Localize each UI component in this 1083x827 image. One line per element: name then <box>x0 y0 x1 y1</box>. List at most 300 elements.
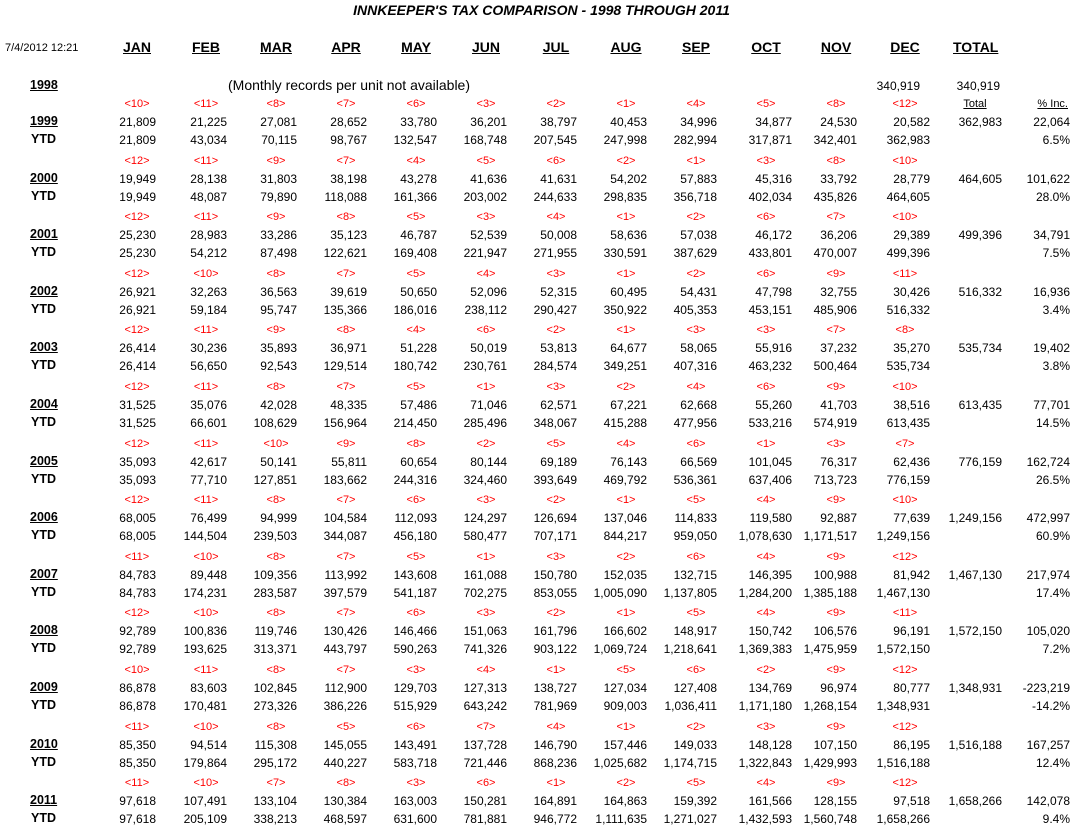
rank-2010-7: <1> <box>616 720 636 733</box>
monthly-value-1999-9: 34,877 <box>755 115 792 129</box>
month-header-jul: JUL <box>542 39 570 55</box>
annual-total-1999: 362,983 <box>958 115 1002 129</box>
annual-total-2009: 1,348,931 <box>948 681 1002 695</box>
rank-2005-2: <10> <box>263 437 289 450</box>
ytd-value-2009-9: 1,171,180 <box>738 699 792 713</box>
ytd-value-1999-4: 132,547 <box>393 133 437 147</box>
ytd-label-2009: YTD <box>31 698 56 712</box>
ytd-value-2003-8: 407,316 <box>673 359 717 374</box>
monthly-value-2006-9: 119,580 <box>749 511 792 526</box>
increase-2010: 167,257 <box>1026 737 1070 752</box>
monthly-value-2006-4: 112,093 <box>394 511 437 526</box>
year-label-2009: 2009 <box>30 680 58 694</box>
monthly-value-2002-5: 52,096 <box>470 284 507 299</box>
ytd-value-2007-5: 702,275 <box>463 585 507 600</box>
ytd-value-2005-5: 324,460 <box>463 472 507 487</box>
monthly-value-2011-9: 161,566 <box>748 794 792 809</box>
monthly-value-2007-3: 113,992 <box>324 567 367 582</box>
rank-2011-10: <9> <box>826 777 846 790</box>
rank-2002-9: <6> <box>756 267 776 280</box>
ytd-value-2008-5: 741,326 <box>463 642 507 657</box>
rank-2001-1: <11> <box>193 211 219 224</box>
increase-2002: 16,936 <box>1033 284 1070 299</box>
monthly-value-2002-8: 54,431 <box>680 284 717 299</box>
rank-2009-0: <10> <box>124 664 150 676</box>
rank-2009-4: <3> <box>406 664 426 676</box>
rank-2003-6: <2> <box>546 324 566 337</box>
rank-2005-11: <7> <box>895 437 915 450</box>
rank-2004-5: <1> <box>476 381 496 393</box>
monthly-value-2007-6: 150,780 <box>533 567 577 582</box>
increase-2005: 162,724 <box>1026 454 1070 469</box>
monthly-value-2001-4: 46,787 <box>400 228 437 243</box>
ytd-value-2008-0: 92,789 <box>119 642 156 657</box>
monthly-value-2003-4: 51,228 <box>400 341 437 356</box>
monthly-value-2010-1: 94,514 <box>190 737 227 752</box>
monthly-value-2009-5: 127,313 <box>463 681 507 695</box>
rank-2006-11: <10> <box>892 494 918 507</box>
ytd-value-2002-2: 95,747 <box>260 302 297 317</box>
monthly-value-2001-3: 35,123 <box>330 228 367 243</box>
rank-2006-4: <6> <box>406 494 426 507</box>
ytd-value-2010-2: 295,172 <box>253 755 297 770</box>
rank-2000-7: <2> <box>616 154 636 167</box>
rank-2007-0: <11> <box>124 550 150 563</box>
ytd-label-2010: YTD <box>31 754 56 769</box>
monthly-value-2000-0: 19,949 <box>119 171 156 186</box>
monthly-value-2011-8: 159,392 <box>673 794 717 809</box>
monthly-value-2003-1: 30,236 <box>190 341 227 356</box>
rank-2000-3: <7> <box>336 154 356 167</box>
ytd-value-2003-1: 56,650 <box>190 359 227 374</box>
rank-2009-9: <2> <box>756 664 776 676</box>
monthly-value-2009-3: 112,900 <box>324 681 367 695</box>
monthly-value-2003-9: 55,916 <box>755 341 792 356</box>
ytd-value-2005-3: 183,662 <box>323 472 367 487</box>
rank-2009-6: <1> <box>546 664 566 676</box>
ytd-value-2002-5: 238,112 <box>464 302 507 317</box>
monthly-value-2001-10: 36,206 <box>820 228 857 243</box>
monthly-value-2001-6: 50,008 <box>540 228 577 243</box>
rank-2001-2: <9> <box>266 211 286 224</box>
rank-2009-5: <4> <box>476 664 496 676</box>
ytd-value-2011-7: 1,111,635 <box>595 812 647 827</box>
monthly-value-2008-3: 130,426 <box>323 624 367 639</box>
ytd-value-1999-5: 168,748 <box>463 133 507 147</box>
total-column-header: TOTAL <box>953 39 999 55</box>
rank-2008-2: <8> <box>266 607 286 620</box>
rank-2010-2: <8> <box>266 720 286 733</box>
rank-2003-8: <3> <box>686 324 706 337</box>
monthly-value-2009-4: 129,703 <box>393 681 437 695</box>
monthly-value-2006-6: 126,694 <box>533 511 577 526</box>
ytd-value-2004-7: 415,288 <box>603 416 647 430</box>
rank-2010-6: <4> <box>546 720 566 733</box>
rank-2011-4: <3> <box>406 777 426 790</box>
ytd-value-1999-11: 362,983 <box>886 133 930 147</box>
month-header-dec: DEC <box>890 39 920 55</box>
ytd-value-1999-1: 43,034 <box>190 133 227 147</box>
annual-total-2010: 1,516,188 <box>948 737 1002 752</box>
monthly-value-2004-4: 57,486 <box>400 398 437 412</box>
ytd-value-2001-2: 87,498 <box>260 246 297 261</box>
rank-2004-7: <2> <box>616 381 636 393</box>
monthly-value-2005-6: 69,189 <box>540 454 577 469</box>
rank-2004-3: <7> <box>336 381 356 393</box>
rank-2001-9: <6> <box>756 211 776 224</box>
ytd-value-2004-8: 477,956 <box>673 416 717 430</box>
ytd-value-2003-2: 92,543 <box>260 359 297 374</box>
ytd-value-2006-3: 344,087 <box>323 529 367 544</box>
ytd-value-2009-7: 909,003 <box>603 699 647 713</box>
monthly-value-2007-0: 84,783 <box>119 567 156 582</box>
monthly-value-2003-7: 64,677 <box>610 341 647 356</box>
ytd-value-2003-0: 26,414 <box>119 359 156 374</box>
rank-2007-9: <4> <box>756 550 776 563</box>
ytd-value-2005-8: 536,361 <box>673 472 717 487</box>
annual-total-2007: 1,467,130 <box>948 567 1002 582</box>
monthly-value-2010-7: 157,446 <box>603 737 647 752</box>
ytd-value-1999-9: 317,871 <box>748 133 792 147</box>
rank-2006-8: <5> <box>686 494 706 507</box>
year-label-2003: 2003 <box>30 340 58 355</box>
ytd-value-2008-7: 1,069,724 <box>593 642 647 657</box>
monthly-value-2001-2: 33,286 <box>260 228 297 243</box>
rank-2004-2: <8> <box>266 381 286 393</box>
year-label-2010: 2010 <box>30 736 58 751</box>
ytd-value-2009-0: 86,878 <box>119 699 156 713</box>
ytd-value-2004-4: 214,450 <box>393 416 437 430</box>
ytd-value-2009-1: 170,481 <box>183 699 227 713</box>
ytd-value-2009-10: 1,268,154 <box>803 699 857 713</box>
rank-2003-3: <8> <box>336 324 356 337</box>
rank-1999-9: <5> <box>756 98 776 110</box>
ytd-value-2011-10: 1,560,748 <box>803 812 857 827</box>
monthly-value-2009-10: 96,974 <box>820 681 857 695</box>
ytd-label-2005: YTD <box>31 471 56 486</box>
monthly-value-2007-2: 109,356 <box>253 567 297 582</box>
ytd-value-2011-4: 631,600 <box>393 812 437 827</box>
rank-2008-8: <5> <box>686 607 706 620</box>
monthly-value-1999-10: 24,530 <box>820 115 857 129</box>
rank-2011-1: <10> <box>193 777 219 790</box>
monthly-value-2008-9: 150,742 <box>748 624 792 639</box>
increase-2003: 19,402 <box>1033 341 1070 356</box>
monthly-value-2011-11: 97,518 <box>893 794 930 809</box>
monthly-value-1999-11: 20,582 <box>893 115 930 129</box>
rank-2010-10: <9> <box>826 720 846 733</box>
monthly-value-2002-10: 32,755 <box>820 284 857 299</box>
rank-2000-1: <11> <box>193 154 219 167</box>
ytd-value-1999-8: 282,994 <box>673 133 717 147</box>
unavailable-note: (Monthly records per unit not available) <box>228 77 471 93</box>
ytd-value-2001-5: 221,947 <box>463 246 507 261</box>
ytd-value-2000-5: 203,002 <box>463 189 507 204</box>
rank-2004-9: <6> <box>756 381 776 393</box>
ytd-value-2011-5: 781,881 <box>463 812 507 827</box>
monthly-value-2001-7: 58,636 <box>610 228 647 243</box>
rank-2003-5: <6> <box>476 324 496 337</box>
rank-2004-0: <12> <box>124 381 150 393</box>
ytd-value-2010-10: 1,429,993 <box>803 755 857 770</box>
monthly-value-2006-11: 77,639 <box>893 511 930 526</box>
rank-2004-10: <9> <box>826 381 846 393</box>
ytd-value-1999-2: 70,115 <box>261 133 297 147</box>
rank-2005-8: <6> <box>686 437 706 450</box>
rank-2011-9: <4> <box>756 777 776 790</box>
monthly-value-2007-10: 100,988 <box>813 567 857 582</box>
monthly-value-2003-3: 36,971 <box>330 341 367 356</box>
ytd-label-2003: YTD <box>31 358 56 373</box>
year-label-2002: 2002 <box>30 283 58 298</box>
monthly-value-1999-6: 38,797 <box>540 115 577 129</box>
ytd-value-2011-1: 205,109 <box>183 812 227 827</box>
ytd-value-2000-2: 79,890 <box>260 189 297 204</box>
ytd-value-2007-2: 283,587 <box>253 585 297 600</box>
monthly-value-2009-8: 127,408 <box>673 681 717 695</box>
ytd-label-2011: YTD <box>31 811 56 826</box>
ytd-value-2006-7: 844,217 <box>603 529 647 544</box>
increase-2009: -223,219 <box>1022 681 1070 695</box>
month-header-jun: JUN <box>471 39 500 55</box>
rank-2005-0: <12> <box>124 437 150 450</box>
rank-2007-7: <2> <box>616 550 636 563</box>
ytd-value-2004-10: 574,919 <box>813 416 857 430</box>
monthly-value-2011-3: 130,384 <box>323 794 367 809</box>
ytd-value-2005-7: 469,792 <box>603 472 647 487</box>
monthly-value-2005-3: 55,811 <box>331 454 367 469</box>
monthly-value-2008-1: 100,836 <box>183 624 227 639</box>
ytd-value-2000-3: 118,088 <box>324 189 367 204</box>
year-label-2004: 2004 <box>30 397 58 411</box>
year-label-2005: 2005 <box>30 453 58 468</box>
ytd-value-2002-8: 405,353 <box>673 302 717 317</box>
monthly-value-1999-0: 21,809 <box>119 115 156 129</box>
rank-2000-8: <1> <box>686 154 706 167</box>
rank-2000-0: <12> <box>124 154 150 167</box>
rank-2000-9: <3> <box>756 154 776 167</box>
rank-2009-1: <11> <box>193 664 219 676</box>
monthly-value-1999-2: 27,081 <box>260 115 297 129</box>
month-header-mar: MAR <box>260 39 292 55</box>
rank-1999-4: <6> <box>406 98 426 110</box>
monthly-value-2010-3: 145,055 <box>323 737 367 752</box>
ytd-value-2000-4: 161,366 <box>393 189 437 204</box>
ytd-value-2002-6: 290,427 <box>533 302 577 317</box>
ytd-value-2011-11: 1,658,266 <box>876 812 930 827</box>
rank-2009-11: <12> <box>892 664 918 676</box>
monthly-value-2006-3: 104,584 <box>323 511 367 526</box>
ytd-value-2005-9: 637,406 <box>748 472 792 487</box>
monthly-value-2005-4: 60,654 <box>400 454 437 469</box>
pct-increase-2003: 3.8% <box>1042 359 1070 374</box>
monthly-value-2011-5: 150,281 <box>463 794 507 809</box>
monthly-value-2001-5: 52,539 <box>470 228 507 243</box>
ytd-value-2009-11: 1,348,931 <box>876 699 930 713</box>
rank-2004-6: <3> <box>546 381 566 393</box>
rank-1999-3: <7> <box>336 98 356 110</box>
monthly-value-2003-0: 26,414 <box>119 341 156 356</box>
rank-2007-4: <5> <box>406 550 426 563</box>
ytd-value-2007-10: 1,385,188 <box>803 585 857 600</box>
ytd-value-2001-6: 271,955 <box>533 246 577 261</box>
month-header-apr: APR <box>331 39 361 55</box>
ytd-value-2007-9: 1,284,200 <box>738 585 792 600</box>
rank-2008-9: <4> <box>756 607 776 620</box>
ytd-value-2008-6: 903,122 <box>533 642 577 657</box>
ytd-value-2001-9: 433,801 <box>748 246 792 261</box>
monthly-value-1999-4: 33,780 <box>400 115 437 129</box>
annual-total-2011: 1,658,266 <box>948 794 1002 809</box>
rank-2004-11: <10> <box>892 381 918 393</box>
rank-2000-10: <8> <box>826 154 846 167</box>
ytd-value-2006-2: 239,503 <box>253 529 297 544</box>
ytd-value-2001-4: 169,408 <box>393 246 437 261</box>
monthly-value-1999-7: 40,453 <box>610 115 647 129</box>
rank-2001-8: <2> <box>686 211 706 224</box>
rank-2008-5: <3> <box>476 607 496 620</box>
rank-2001-6: <4> <box>546 211 566 224</box>
monthly-value-2001-1: 28,983 <box>190 228 227 243</box>
rank-2003-4: <4> <box>406 324 426 337</box>
ytd-value-2004-1: 66,601 <box>190 416 227 430</box>
rank-2010-9: <3> <box>756 720 776 733</box>
rank-2008-10: <9> <box>826 607 846 620</box>
rank-2001-5: <3> <box>476 211 496 224</box>
ytd-value-2007-11: 1,467,130 <box>876 585 930 600</box>
rank-1999-10: <8> <box>826 98 846 110</box>
month-header-oct: OCT <box>751 39 781 55</box>
monthly-value-2005-7: 76,143 <box>610 454 647 469</box>
monthly-value-2000-1: 28,138 <box>190 171 227 186</box>
ytd-value-2010-11: 1,516,188 <box>876 755 930 770</box>
rank-2004-8: <4> <box>686 381 706 393</box>
pct-increase-2008: 7.2% <box>1042 642 1070 657</box>
ytd-value-2005-2: 127,851 <box>253 472 297 487</box>
monthly-value-2000-5: 41,636 <box>470 171 507 186</box>
rank-2010-11: <12> <box>892 720 918 733</box>
monthly-value-2003-10: 37,232 <box>820 341 857 356</box>
ytd-label-2008: YTD <box>31 641 56 656</box>
monthly-value-2011-4: 163,003 <box>393 794 437 809</box>
monthly-value-2010-11: 86,195 <box>893 737 930 752</box>
monthly-value-2010-10: 107,150 <box>813 737 857 752</box>
monthly-value-2003-8: 58,065 <box>680 341 717 356</box>
monthly-value-2009-2: 102,845 <box>253 681 297 695</box>
monthly-value-2001-0: 25,230 <box>119 228 156 243</box>
rank-2001-0: <12> <box>124 211 150 224</box>
ytd-value-2009-8: 1,036,411 <box>664 699 717 713</box>
ytd-value-2000-10: 435,826 <box>813 189 857 204</box>
monthly-value-2004-11: 38,516 <box>893 398 930 412</box>
rank-2005-10: <3> <box>826 437 846 450</box>
rank-2002-4: <5> <box>406 267 426 280</box>
pct-increase-2006: 60.9% <box>1035 529 1070 544</box>
ytd-value-2004-3: 156,964 <box>323 416 367 430</box>
report-title: INNKEEPER'S TAX COMPARISON - 1998 THROUGH 2011 <box>353 2 730 18</box>
ytd-value-2007-7: 1,005,090 <box>593 585 647 600</box>
monthly-value-2004-2: 42,028 <box>260 398 297 412</box>
monthly-value-2010-4: 143,491 <box>393 737 437 752</box>
monthly-value-2001-8: 57,038 <box>680 228 717 243</box>
ytd-value-2001-0: 25,230 <box>119 246 156 261</box>
ytd-value-2008-9: 1,369,383 <box>738 642 792 657</box>
rank-1999-6: <2> <box>546 98 566 110</box>
ytd-value-2011-8: 1,271,027 <box>663 812 717 827</box>
monthly-value-2004-5: 71,046 <box>470 398 507 412</box>
pct-increase-2000: 28.0% <box>1035 189 1070 204</box>
ytd-value-2011-3: 468,597 <box>323 812 367 827</box>
ytd-value-2006-0: 68,005 <box>119 529 156 544</box>
rank-2003-0: <12> <box>124 324 150 337</box>
rank-2010-3: <5> <box>336 720 356 733</box>
monthly-value-2002-9: 47,798 <box>755 284 792 299</box>
monthly-value-2005-11: 62,436 <box>893 454 930 469</box>
rank-2005-5: <2> <box>476 437 496 450</box>
ytd-value-2000-8: 356,718 <box>673 189 717 204</box>
monthly-value-2005-10: 76,317 <box>820 454 857 469</box>
dec-value-1998: 340,919 <box>876 79 920 93</box>
rank-2010-4: <6> <box>406 720 426 733</box>
rank-2002-5: <4> <box>476 267 496 280</box>
ytd-value-2011-9: 1,432,593 <box>738 812 792 827</box>
increase-2006: 472,997 <box>1026 511 1070 526</box>
monthly-value-2006-1: 76,499 <box>190 511 227 526</box>
monthly-value-2001-11: 29,389 <box>893 228 930 243</box>
ytd-value-2003-4: 180,742 <box>393 359 437 374</box>
report-timestamp: 7/4/2012 12:21 <box>5 42 79 54</box>
rank-1999-1: <11> <box>193 98 219 110</box>
monthly-value-2010-0: 85,350 <box>119 737 156 752</box>
rank-2010-1: <10> <box>193 720 219 733</box>
ytd-value-2010-7: 1,025,682 <box>593 755 647 770</box>
rank-1999-8: <4> <box>686 98 706 110</box>
monthly-value-2010-5: 137,728 <box>463 737 507 752</box>
rank-2007-8: <6> <box>686 550 706 563</box>
increase-2008: 105,020 <box>1026 624 1070 639</box>
ytd-value-2010-3: 440,227 <box>323 755 367 770</box>
monthly-value-2000-2: 31,803 <box>260 171 297 186</box>
pct-increase-2005: 26.5% <box>1035 472 1070 487</box>
increase-2004: 77,701 <box>1033 398 1070 412</box>
monthly-value-2005-5: 80,144 <box>470 454 507 469</box>
ytd-value-2001-3: 122,621 <box>323 246 367 261</box>
monthly-value-2008-5: 151,063 <box>463 624 507 639</box>
ytd-value-2003-10: 500,464 <box>813 359 857 374</box>
rank-2004-4: <5> <box>406 381 426 393</box>
ytd-value-2002-10: 485,906 <box>813 302 857 317</box>
ytd-value-2003-6: 284,574 <box>533 359 577 374</box>
ytd-value-2008-8: 1,218,641 <box>663 642 717 657</box>
monthly-value-2002-3: 39,619 <box>330 284 367 299</box>
year-label-2001: 2001 <box>30 227 58 242</box>
rank-2000-6: <6> <box>546 154 566 167</box>
annual-total-2004: 613,435 <box>958 398 1002 412</box>
rank-2006-2: <8> <box>266 494 286 507</box>
monthly-value-2004-8: 62,668 <box>680 398 717 412</box>
monthly-value-2010-8: 149,033 <box>673 737 717 752</box>
rank-1999-11: <12> <box>892 98 918 110</box>
monthly-value-2008-4: 146,466 <box>393 624 437 639</box>
ytd-value-2006-11: 1,249,156 <box>876 529 930 544</box>
month-header-jan: JAN <box>122 39 151 55</box>
ytd-value-2009-6: 781,969 <box>533 699 577 713</box>
ytd-value-2008-4: 590,263 <box>393 642 437 657</box>
rank-2006-0: <12> <box>124 494 150 507</box>
monthly-value-2000-6: 41,631 <box>540 171 577 186</box>
monthly-value-2005-0: 35,093 <box>119 454 156 469</box>
ytd-value-2009-3: 386,226 <box>323 699 367 713</box>
